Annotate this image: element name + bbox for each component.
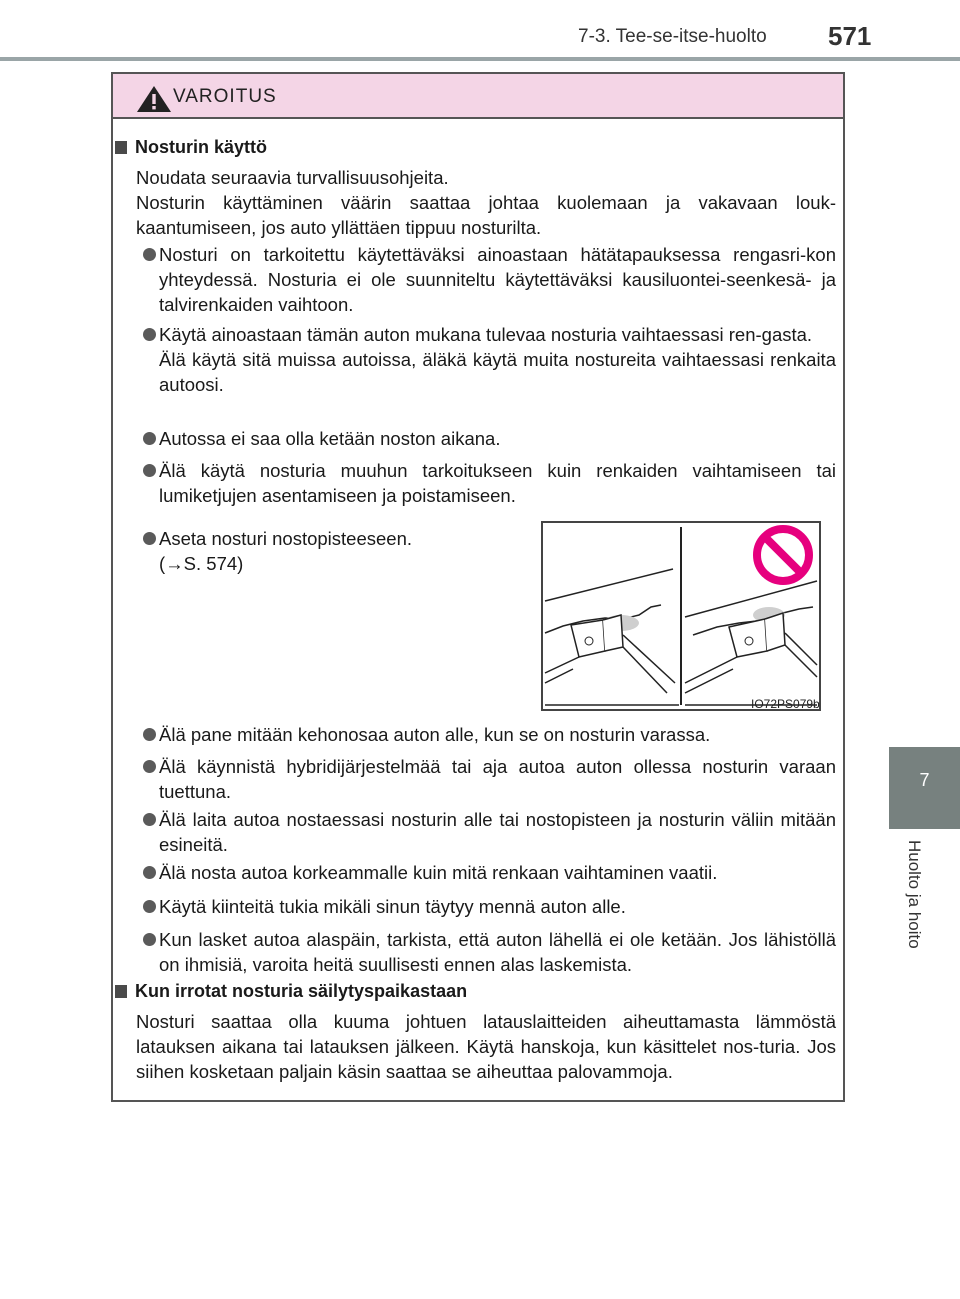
prohibition-icon	[757, 529, 809, 581]
header-section-title: 7-3. Tee-se-itse-huolto	[578, 26, 767, 47]
list-item: Nosturi on tarkoitettu käytettäväksi ainoastaan hätätapauksessa rengasri-kon yhteydessä. Nosturia ei ole suunniteltu käytettäväksi kausiluontei-seenkesä- ja talvirenkaiden vaihtoon.	[115, 242, 836, 317]
list-item: Autossa ei saa olla ketään noston aikana.	[115, 426, 836, 451]
list-item: Kun lasket autoa alaspäin, tarkista, että auton lähellä ei ole ketään. Jos lähistöllä on ihmisiä, varoita heitä suullisesti ennen alas laskemista.	[115, 927, 836, 977]
list-item: Älä nosta autoa korkeammalle kuin mitä renkaan vaihtaminen vaatii.	[115, 860, 836, 885]
section-heading: Kun irrotat nosturia säilytyspaikastaan	[115, 981, 467, 1002]
bullet-dot-icon	[143, 248, 156, 261]
warning-title: VAROITUS	[173, 86, 277, 107]
list-item: Älä käytä nosturia muuhun tarkoitukseen kuin renkaiden vaihtamiseen tai lumiketjujen asentamiseen ja poistamiseen.	[115, 458, 836, 508]
square-bullet-icon	[115, 985, 127, 998]
bullet-dot-icon	[143, 900, 156, 913]
jack-diagram	[543, 523, 819, 709]
chapter-title: Huolto ja hoito	[905, 840, 924, 949]
header-divider	[0, 57, 960, 61]
square-bullet-icon	[115, 141, 127, 154]
section-intro	[136, 165, 836, 240]
list-item: Älä pane mitään kehonosaa auton alle, kun se on nosturin varassa.	[115, 722, 836, 747]
warning-triangle-icon	[135, 84, 173, 114]
chapter-number: 7	[919, 770, 930, 790]
warning-header	[113, 74, 843, 119]
section-intro: Nosturi saattaa olla kuuma johtuen latauslaitteiden aiheuttamasta lämmöstä latauksen aikana tai latauksen jälkeen. Käytä hanskoja, kun käsittelet nos-turia. Jos siihen kosketaan paljain käsin saattaa se aiheuttaa palovammoja.	[136, 1011, 836, 1082]
bullet-text-multiline: Käytä ainoastaan tämän auton mukana tulevaa nosturia vaihtaessasi ren-gasta. Älä käytä sitä muissa autoissa, äläkä käytä muita nostureita vaihtaessasi renkaita autoosi.	[159, 324, 836, 395]
bullet-dot-icon	[143, 933, 156, 946]
bullet-dot-icon	[143, 464, 156, 477]
intro-line-1: Noudata seuraavia turvallisuusohjeita.	[136, 167, 449, 188]
bullet-dot-icon	[143, 432, 156, 445]
section-heading: Nosturin käyttö	[115, 137, 267, 158]
list-item: Käytä kiinteitä tukia mikäli sinun täytyy mennä auton alle.	[115, 894, 836, 919]
page-number: 571	[828, 21, 872, 51]
list-item: Älä laita autoa nostaessasi nosturin alle tai nostopisteen ja nosturin väliin mitään esineitä.	[115, 807, 836, 857]
jack-illustration	[541, 521, 821, 711]
illustration-code: IO72PS079b	[751, 697, 820, 711]
bullet-dot-icon	[143, 813, 156, 826]
bullet-dot-icon	[143, 532, 156, 545]
list-item	[115, 322, 836, 397]
list-item: Älä käynnistä hybridijärjestelmää tai aja autoa auton ollessa nosturin varaan tuettuna.	[115, 754, 836, 804]
bullet-dot-icon	[143, 760, 156, 773]
bullet-dot-icon	[143, 328, 156, 341]
intro-line-2: Nosturin käyttäminen väärin saattaa johtaa kuolemaan ja vakavaan louk-kaantumiseen, jos auto yllättäen tippuu nosturilta.	[136, 192, 836, 238]
bullet-dot-icon	[143, 866, 156, 879]
bullet-dot-icon	[143, 728, 156, 741]
bullet-text-multiline: Aseta nosturi nostopisteeseen. (→S. 574)	[159, 528, 412, 574]
list-item	[115, 526, 465, 576]
